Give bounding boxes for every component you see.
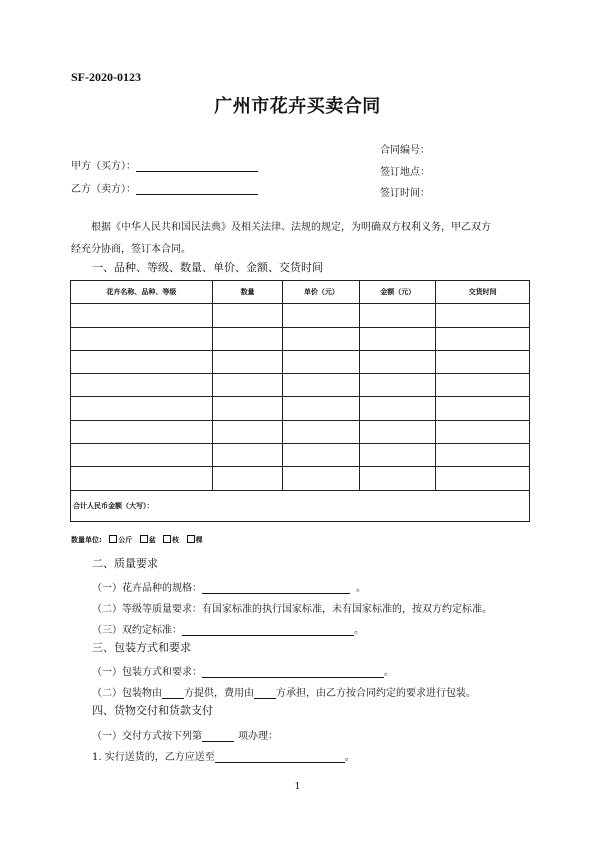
packaging-method-label: （一）包装方式和要求： <box>92 667 202 678</box>
contract-number-label: 合同编号： <box>380 145 430 156</box>
table-cell[interactable] <box>283 420 360 443</box>
table-cell[interactable] <box>212 304 283 327</box>
table-cell[interactable] <box>283 444 360 467</box>
table-cell[interactable] <box>360 420 436 443</box>
unit-option-plant: 棵 <box>195 536 203 544</box>
checkbox-plant[interactable] <box>187 535 195 543</box>
sign-place-label: 签订地点： <box>380 167 430 178</box>
header-cell-delivery-time: 交货时间 <box>436 281 530 304</box>
document-title: 广州市花卉买卖合同 <box>214 96 381 117</box>
table-cell[interactable] <box>360 327 436 350</box>
section-3-heading: 三、包装方式和要求 <box>92 641 191 654</box>
table-cell[interactable] <box>212 467 283 490</box>
table-cell[interactable] <box>71 304 213 327</box>
table-cell[interactable] <box>283 350 360 373</box>
quantity-units <box>71 535 203 545</box>
table-cell[interactable] <box>283 327 360 350</box>
table-header-row <box>71 281 530 304</box>
delivery-method-line <box>92 727 278 742</box>
document-code: SF-2020-0123 <box>71 70 141 84</box>
table-cell[interactable] <box>436 397 530 420</box>
delivery-destination-label: 1. 实行送货的，乙方应送至 <box>92 752 215 763</box>
table-cell[interactable] <box>360 444 436 467</box>
table-cell[interactable] <box>71 374 213 397</box>
table-cell[interactable] <box>71 420 213 443</box>
section-4-heading: 四、货物交付和货款支付 <box>92 704 213 717</box>
packaging-material-label-a: （二）包装物由 <box>92 688 162 699</box>
delivery-option-blank[interactable] <box>202 729 234 742</box>
table-cell[interactable] <box>212 397 283 420</box>
agreed-standard-end: 。 <box>354 625 364 636</box>
header-cell-quantity: 数量 <box>212 281 283 304</box>
table-cell[interactable] <box>212 420 283 443</box>
table-cell[interactable] <box>71 350 213 373</box>
packaging-material-line <box>92 684 476 699</box>
table-cell[interactable] <box>283 304 360 327</box>
delivery-method-label-b: 项办理： <box>238 731 278 742</box>
sign-time-label: 签订时间： <box>380 188 430 199</box>
table-row <box>71 350 530 373</box>
table-cell[interactable] <box>360 350 436 373</box>
party-a-blank[interactable] <box>136 159 258 172</box>
table-cell[interactable] <box>71 327 213 350</box>
units-label: 数量单位: <box>71 536 102 544</box>
table-cell[interactable] <box>71 444 213 467</box>
total-amount-cell[interactable]: 合计人民币金额（大写）： <box>71 490 530 521</box>
intro-line-1: 根据《中华人民共和国民法典》及相关法律、法规的规定，为明确双方权利义务，甲乙双方 <box>91 222 491 233</box>
table-cell[interactable] <box>436 420 530 443</box>
packaging-cost-blank[interactable] <box>254 686 276 699</box>
packaging-method-blank[interactable] <box>202 665 384 678</box>
agreed-standard-blank[interactable] <box>182 623 354 636</box>
table-cell[interactable] <box>436 304 530 327</box>
unit-option-stem: 枝 <box>172 536 180 544</box>
table-cell[interactable] <box>360 304 436 327</box>
party-b-label: 乙方（卖方）： <box>71 184 136 195</box>
table-cell[interactable] <box>360 374 436 397</box>
table-cell[interactable] <box>360 397 436 420</box>
delivery-destination-line <box>92 748 355 763</box>
table-cell[interactable] <box>436 374 530 397</box>
table-row <box>71 304 530 327</box>
table-cell[interactable] <box>436 467 530 490</box>
table-row <box>71 327 530 350</box>
table-cell[interactable] <box>212 327 283 350</box>
quality-spec-line <box>92 579 366 594</box>
table-cell[interactable] <box>71 467 213 490</box>
unit-option-pot: 盆 <box>148 536 156 544</box>
table-row <box>71 397 530 420</box>
table-row <box>71 420 530 443</box>
table-cell[interactable] <box>436 444 530 467</box>
quality-spec-blank[interactable] <box>202 581 350 594</box>
table-cell[interactable] <box>360 467 436 490</box>
packaging-method-end: 。 <box>384 667 394 678</box>
header-cell-amount: 金额（元） <box>360 281 436 304</box>
party-b-line <box>71 180 258 195</box>
table-cell[interactable] <box>436 350 530 373</box>
delivery-destination-blank[interactable] <box>215 750 345 763</box>
party-a-label: 甲方（买方）： <box>71 161 136 172</box>
table-cell[interactable] <box>283 374 360 397</box>
table-total-row <box>71 490 530 521</box>
section-2-heading: 二、质量要求 <box>92 557 158 570</box>
packaging-material-label-b: 方提供，费用由 <box>184 688 254 699</box>
packaging-material-label-c: 方承担，由乙方按合同约定的要求进行包装。 <box>276 688 476 699</box>
table-row <box>71 374 530 397</box>
table-cell[interactable] <box>71 397 213 420</box>
agreed-standard-label: （三）双约定标准： <box>92 625 182 636</box>
unit-option-kg: 公斤 <box>118 536 133 544</box>
intro-paragraph <box>71 217 533 261</box>
table-cell[interactable] <box>212 350 283 373</box>
checkbox-pot[interactable] <box>140 535 148 543</box>
table-cell[interactable] <box>212 374 283 397</box>
intro-line-2: 经充分协商，签订本合同。 <box>71 244 191 255</box>
table-cell[interactable] <box>283 467 360 490</box>
quality-spec-end: 。 <box>356 583 366 594</box>
party-a-line <box>71 157 258 172</box>
table-cell[interactable] <box>436 327 530 350</box>
agreed-standard-line <box>92 621 364 636</box>
table-cell[interactable] <box>212 444 283 467</box>
checkbox-kg[interactable] <box>109 535 117 543</box>
goods-table <box>70 280 530 522</box>
quality-standard-line: （二）等级等质量要求：有国家标准的执行国家标准，未有国家标准的，按双方约定标准。 <box>92 604 492 615</box>
section-1-heading: 一、品种、等级、数量、单价、金额、交货时间 <box>92 261 323 274</box>
checkbox-stem[interactable] <box>163 535 171 543</box>
header-cell-name: 花卉名称、品种、等级 <box>71 281 213 304</box>
table-row <box>71 444 530 467</box>
party-b-blank[interactable] <box>136 182 258 195</box>
quality-spec-label: （一）花卉品种的规格： <box>92 583 202 594</box>
packaging-provider-blank[interactable] <box>162 686 184 699</box>
delivery-destination-end: 。 <box>344 752 355 763</box>
table-row <box>71 467 530 490</box>
delivery-method-label-a: （一）交付方式按下列第 <box>92 731 202 742</box>
table-cell[interactable] <box>283 397 360 420</box>
page-number: 1 <box>294 782 301 792</box>
packaging-method-line <box>92 663 394 678</box>
header-cell-unit-price: 单价（元） <box>283 281 360 304</box>
